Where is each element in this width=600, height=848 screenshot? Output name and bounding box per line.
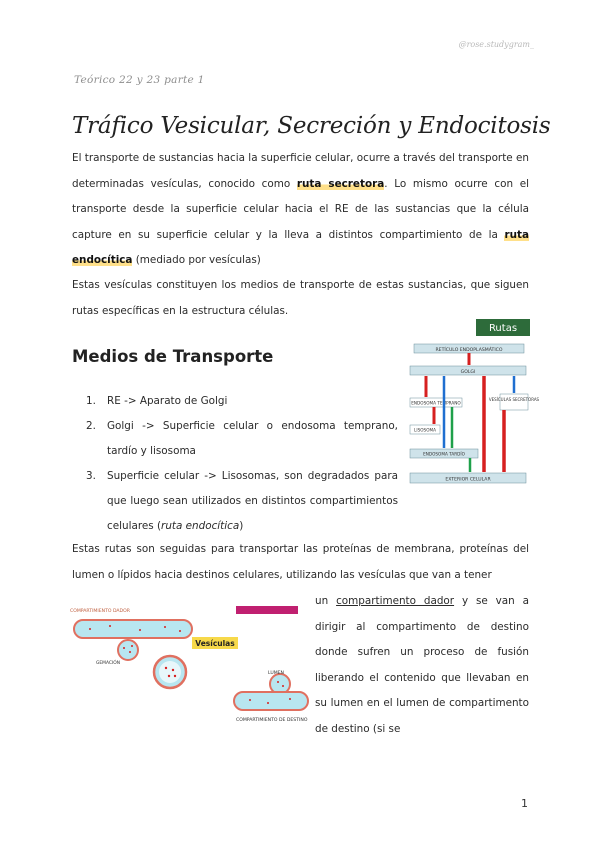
list-close: ) [239, 520, 244, 532]
paragraph-routes: Estas rutas son seguidas para transportar las proteínas de membrana, proteínas del lumen o lípidos hacia destinos celulares, utilizando las vesículas que van a tener [72, 543, 529, 581]
early-endosome-label: ENDOSOMA TEMPRANO [411, 400, 461, 406]
vesicle-badge: Vesículas [195, 639, 235, 648]
term-secretory-route: ruta secretora [296, 177, 385, 190]
donor-label: COMPARTIMIENTO DADOR [70, 609, 130, 614]
watermark: @rose.studygram_ [458, 40, 534, 49]
golgi-label: GOLGI [460, 370, 476, 375]
target-label: COMPARTIMIENTO DE DESTINO [236, 718, 308, 723]
term-endocytic-route: ruta endocítica [72, 228, 529, 266]
list-number: 1. [86, 395, 96, 407]
p4-text-c: y se van a dirigir al compartimento de destino donde sufren un proceso de fusión liberando el contenido que llevaban en su lumen en el lumen de compartimento de destino (si se [315, 595, 530, 735]
late-endosome-label: ENDOSOMA TARDÍO [423, 451, 465, 457]
lysosome-label: LISOSOMA [414, 427, 436, 433]
page-title: Tráfico Vesicular, Secreción y Endocitosis [72, 113, 551, 139]
budding-label: GEMACIÓN [96, 661, 120, 666]
list-text: Golgi -> Superficie celular o endosoma temprano, tardío y lisosoma [107, 420, 398, 457]
list-text: RE -> Aparato de Golgi [107, 395, 228, 407]
paragraph-vesicles: Estas vesículas constituyen los medios de transporte de estas sustancias, que siguen rutas específicas en la estructura células. [72, 279, 529, 317]
list-text: Superficie celular -> Lisosomas, son degradados para que luego sean utilizados en distintos compartimientos celulares ( [107, 470, 398, 532]
routes-diagram [404, 318, 540, 496]
subtitle: Teórico 22 y 23 parte 1 [74, 74, 205, 86]
list-italic: ruta endocítica [161, 520, 240, 532]
list-number: 2. [86, 420, 96, 432]
p1-text-a: El transporte de sustancias hacia la superficie celular, ocurre a través del transporte en determinadas vesículas, conocido como [72, 152, 529, 190]
exterior-label: EXTERIOR CELULAR [445, 477, 491, 483]
vesicle-diagram [70, 602, 308, 734]
p1-text-e: (mediado por vesículas) [132, 254, 261, 266]
top-redacted-bar [236, 606, 298, 614]
donor-compartment [74, 620, 192, 638]
routes-badge: Rutas [488, 323, 518, 334]
paragraph-intro [72, 146, 529, 274]
paragraph-fusion [315, 589, 529, 742]
list-number: 3. [86, 470, 96, 482]
lumen-label: LUMEN [268, 671, 284, 676]
transport-list [86, 389, 398, 539]
p4-text-a: un [315, 595, 337, 607]
target-compartment [234, 692, 308, 710]
list-item [86, 464, 398, 539]
term-donor-compartment: compartimento dador [336, 595, 455, 607]
page-number: 1 [521, 797, 528, 810]
section-heading: Medios de Transporte [72, 347, 274, 366]
central-vesicle-lumen [159, 661, 181, 683]
er-label: RETÍCULO ENDOPLASMÁTICO [435, 348, 503, 353]
budding-vesicle [118, 640, 138, 660]
list-item [86, 414, 398, 464]
p1-text-c: . Lo mismo ocurre con el transporte desde la superficie celular hacia el RE de las sustancias que la célula capture en su superficie celular y la lleva a distintos compartimiento de la [72, 177, 530, 241]
list-item [86, 389, 398, 414]
secretory-label: VESÍCULAS SECRETORAS [488, 397, 540, 402]
